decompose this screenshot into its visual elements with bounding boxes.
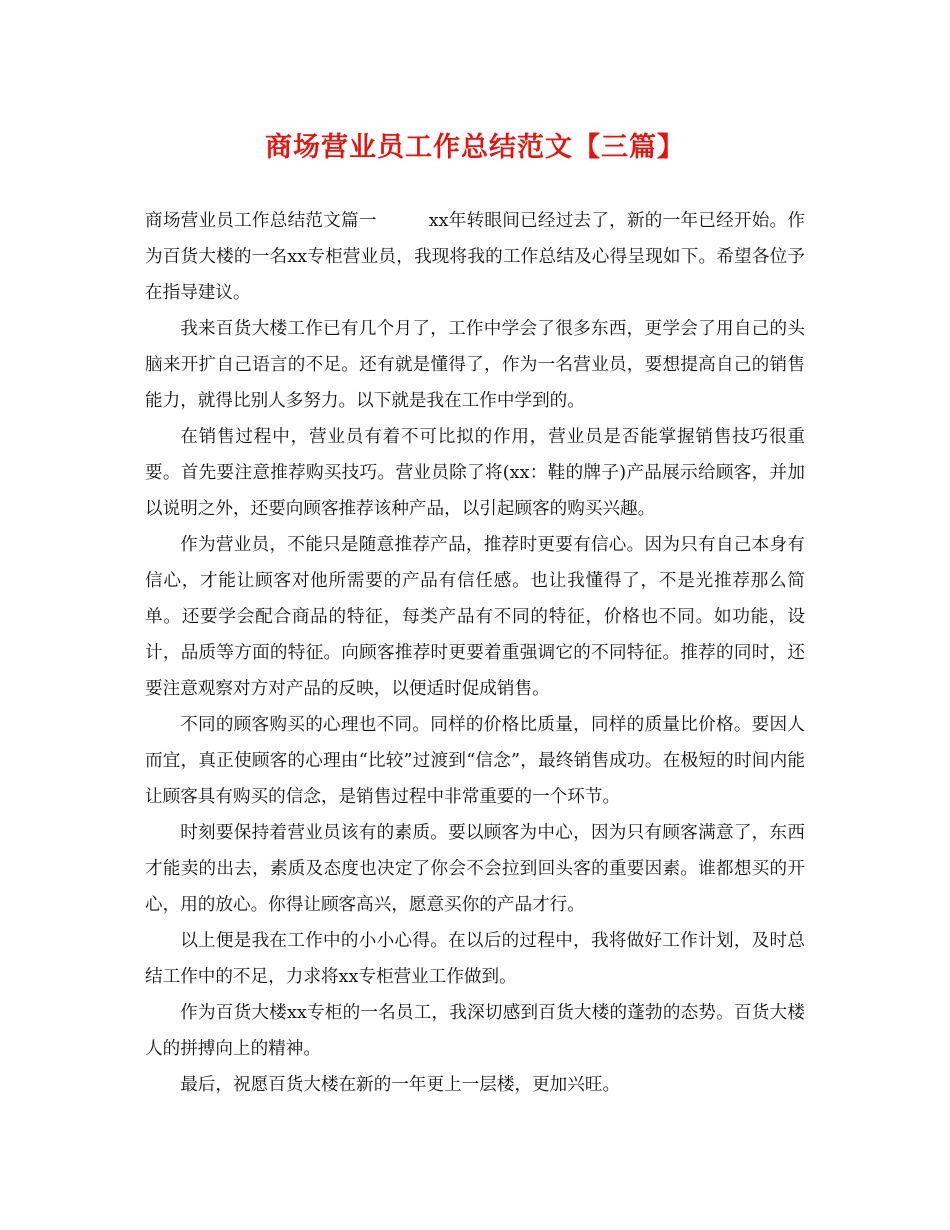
body-paragraph: 在销售过程中，营业员有着不可比拟的作用，营业员是否能掌握销售技巧很重要。首先要注意推荐购买技巧。营业员除了将(xx：鞋的牌子)产品展示给顾客，并加以说明之外，还要向顾客推荐该种产品，以引起顾客的购买兴趣。	[145, 427, 805, 519]
body-paragraph: 我来百货大楼工作已有几个月了，工作中学会了很多东西，更学会了用自己的头脑来开扩自己语言的不足。还有就是懂得了，作为一名营业员，要想提高自己的销售能力，就得比别人多努力。以下就是我在工作中学到的。	[145, 319, 805, 411]
document-title: 商场营业员工作总结范文【三篇】	[265, 132, 685, 163]
body-paragraph: 作为百货大楼xx专柜的一名员工，我深切感到百货大楼的蓬勃的态势。百货大楼人的拼搏向上的精神。	[145, 1003, 805, 1059]
body-paragraph: 以上便是我在工作中的小小心得。在以后的过程中，我将做好工作计划，及时总结工作中的不足，力求将xx专柜营业工作做到。	[145, 931, 805, 987]
document-body	[145, 203, 805, 1103]
body-paragraph: 最后，祝愿百货大楼在新的一年更上一层楼，更加兴旺。	[180, 1075, 621, 1095]
section-heading: 商场营业员工作总结范文篇一	[145, 211, 377, 231]
body-paragraph: 不同的顾客购买的心理也不同。同样的价格比质量，同样的质量比价格。要因人而宜，真正使顾客的心理由“比较”过渡到“信念”，最终销售成功。在极短的时间内能让顾客具有购买的信念，是销售过程中非常重要的一个环节。	[145, 715, 805, 807]
intro-text: xx年转眼间已经过去了，新的一年已经开始。作为百货大楼的一名xx专柜营业员，我现将我的工作总结及心得呈现如下。希望各位予在指导建议。	[145, 211, 805, 303]
body-paragraph: 时刻要保持着营业员该有的素质。要以顾客为中心，因为只有顾客满意了，东西才能卖的出去，素质及态度也决定了你会不会拉到回头客的重要因素。谁都想买的开心，用的放心。你得让顾客高兴，愿意买你的产品才行。	[145, 823, 805, 915]
intro-paragraph	[145, 203, 805, 311]
body-paragraph: 作为营业员，不能只是随意推荐产品，推荐时更要有信心。因为只有自己本身有信心，才能让顾客对他所需要的产品有信任感。也让我懂得了，不是光推荐那么简单。还要学会配合商品的特征，每类产品有不同的特征，价格也不同。如功能，设计，品质等方面的特征。向顾客推荐时更要着重强调它的不同特征。推荐的同时，还要注意观察对方对产品的反映，以便适时促成销售。	[145, 535, 805, 699]
